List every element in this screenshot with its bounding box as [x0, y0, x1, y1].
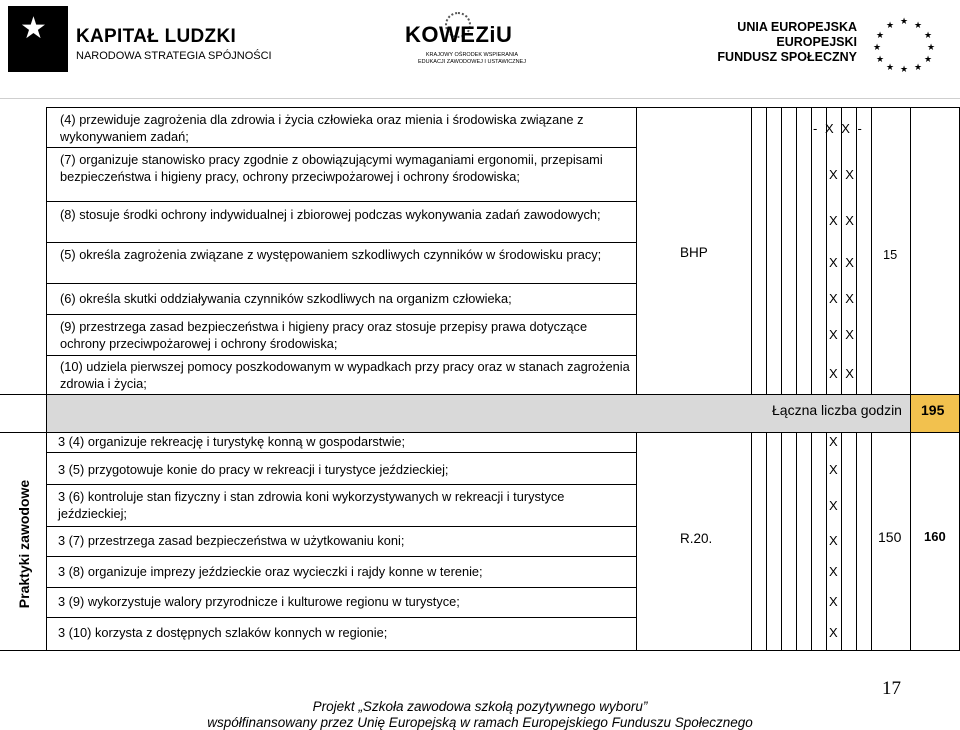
kowezu-logo	[405, 12, 540, 82]
kapital-ludzki-emblem: ★	[8, 6, 68, 72]
bhp-row-5-marks: X X	[829, 291, 856, 306]
bhp-row-3-marks: X X	[829, 213, 856, 228]
practice-row-4-text: 3 (7) przestrzega zasad bezpieczeństwa w użytkowaniu koni;	[58, 533, 405, 548]
bhp-row-2-text: (7) organizuje stanowisko pracy zgodnie z obowiązującymi wymaganiami ergonomii, przepisami bezpieczeństwa i higieny pracy, ochrony przeciwpożarowej i ochrony środowiska;	[60, 152, 603, 184]
eu-text	[717, 20, 857, 65]
practice-row-2-mark: X	[829, 462, 838, 477]
kowezu-subtitle: KRAJOWY OŚRODEK WSPIERANIA EDUKACJI ZAWODOWEJ I USTAWICZNEJ	[418, 52, 526, 65]
practice-side-label-text: Praktyki zawodowe	[16, 479, 32, 609]
total-hours-value: 195	[921, 402, 945, 418]
eu-line-2: EUROPEJSKI	[776, 35, 857, 49]
total-hours-label: Łączna liczba godzin	[772, 402, 902, 418]
kapital-ludzki-logo	[8, 6, 272, 86]
practice-side-label	[2, 452, 46, 637]
eu-line-1: UNIA EUROPEJSKA	[737, 20, 857, 34]
practice-row-3-mark: X	[829, 498, 838, 513]
eu-logo	[690, 14, 955, 84]
bhp-row-1-text: (4) przewiduje zagrożenia dla zdrowia i życia człowieka oraz mienia i środowiska związane z wykonywaniem zadań;	[60, 112, 584, 144]
kl-subtitle: NARODOWA STRATEGIA SPÓJNOŚCI	[76, 50, 272, 62]
footer-funding-note: współfinansowany przez Unię Europejską w ramach Europejskiego Funduszu Społecznego	[207, 715, 753, 730]
bhp-row-7-text: (10) udziela pierwszej pomocy poszkodowanym w wypadkach przy pracy oraz w stanach zagrożenia zdrowia i życia;	[60, 359, 630, 391]
kowezu-title: KOWEZiU	[405, 22, 513, 47]
bhp-row-4-marks: X X	[829, 255, 856, 270]
practice-row-1-text: 3 (4) organizuje rekreację i turystykę konną w gospodarstwie;	[58, 434, 406, 449]
footer-project-title: Projekt „Szkoła zawodowa szkołą pozytywnego wyboru”	[312, 699, 648, 714]
bhp-hours: 15	[883, 247, 898, 262]
practice-hours: 150	[878, 529, 902, 545]
bhp-code: BHP	[680, 245, 708, 260]
practice-total: 160	[924, 529, 946, 544]
bhp-row-1-marks: - X X -	[813, 121, 864, 136]
practice-row-4-mark: X	[829, 533, 838, 548]
bhp-row-4-text: (5) określa zagrożenia związane z występowaniem szkodliwych czynników w środowisku pracy;	[60, 247, 602, 262]
kl-title: KAPITAŁ LUDZKI	[76, 26, 237, 47]
bhp-row-6-text: (9) przestrzega zasad bezpieczeństwa i higieny pracy oraz stosuje przepisy prawa dotyczące ochrony przeciwpożarowej i ochrony środowiska;	[60, 319, 588, 351]
practice-row-7-text: 3 (10) korzysta z dostępnych szlaków konnych w regionie;	[58, 625, 388, 640]
eu-stars-icon: ★ ★ ★ ★ ★ ★ ★ ★ ★ ★ ★ ★	[863, 14, 947, 72]
practice-row-7-mark: X	[829, 625, 838, 640]
eu-line-3: FUNDUSZ SPOŁECZNY	[717, 50, 857, 64]
practice-row-6-mark: X	[829, 594, 838, 609]
practice-code: R.20.	[680, 531, 713, 546]
practice-row-1-mark: X	[829, 434, 838, 449]
bhp-row-7-marks: X X	[829, 366, 856, 381]
bhp-row-5-text: (6) określa skutki oddziaływania czynników szkodliwych na organizm człowieka;	[60, 291, 512, 306]
bhp-row-3-text: (8) stosuje środki ochrony indywidualnej i zbiorowej podczas wykonywania zadań zawodowych;	[60, 207, 601, 222]
practice-row-2-text: 3 (5) przygotowuje konie do pracy w rekreacji i turystyce jeździeckiej;	[58, 462, 449, 477]
practice-row-3-text: 3 (6) kontroluje stan fizyczny i stan zdrowia koni wykorzystywanych w rekreacji i turystyce jeździeckiej;	[58, 489, 565, 521]
practice-row-5-text: 3 (8) organizuje imprezy jeździeckie oraz wycieczki i rajdy konne w terenie;	[58, 564, 483, 579]
header-divider	[0, 98, 960, 99]
practice-row-5-mark: X	[829, 564, 838, 579]
page-number: 17	[882, 678, 901, 699]
bhp-row-2-marks: X X	[829, 167, 856, 182]
bhp-row-6-marks: X X	[829, 327, 856, 342]
practice-row-6-text: 3 (9) wykorzystuje walory przyrodnicze i kulturowe regionu w turystyce;	[58, 594, 460, 609]
